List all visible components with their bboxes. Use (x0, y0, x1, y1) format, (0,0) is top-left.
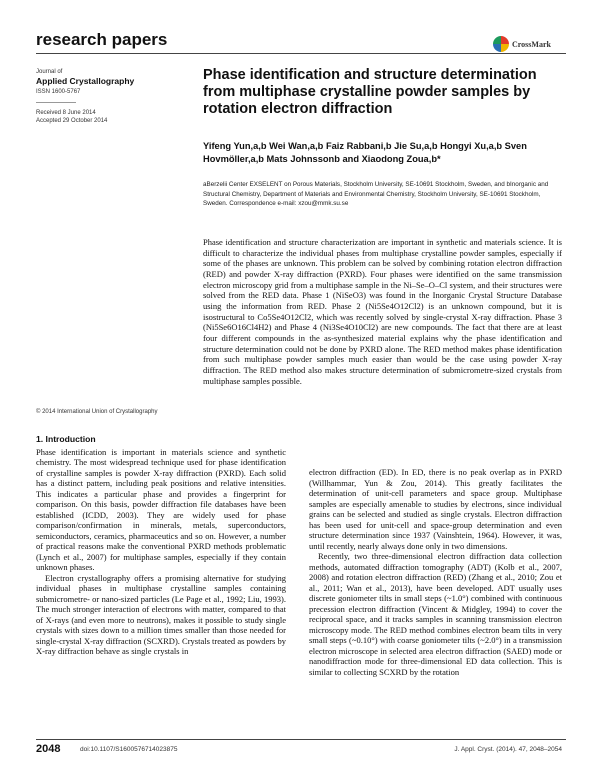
author-list: Yifeng Yun,a,b Wei Wan,a,b Faiz Rabbani,b Jie Su,a,b Hongyi Xu,a,b Sven Hovmöller,a,b Mats Johnssonb and Xiaodong Zoua,b* (203, 141, 527, 164)
section-heading-introduction: 1. Introduction (36, 434, 96, 444)
body-column-right (309, 467, 562, 677)
journal-reference: J. Appl. Cryst. (2014). 47, 2048–2054 (454, 746, 562, 753)
paragraph: electron diffraction (ED). In ED, there is no peak overlap as in PXRD (Willhammar, Yun & Zou, 2014). This greatly facilitates the determination of unit-cell parameters and space group. Multiphase samples are especially amenable to studies by electrons, since individual grains can be selected and studied as single crystals. Electron diffraction has been used for unit-cell and space-group determination and even structure determination since 1937 (Vainshtein, 1964). However, it was, until recently, nearly always done only in two dimensions. (309, 467, 562, 551)
paragraph: Recently, two three-dimensional electron diffraction data collection methods, automated diffraction tomography (ADT) (Kolb et al., 2007, 2008) and rotation electron diffraction (RED) (Zhang et al., 2010; Zou et al., 2011; Wan et al., 2013), have been developed. ADT usually uses discrete goniometer tilts in small steps (~1.0°) combined with continuous precession electron diffraction (Vincent & Midgley, 1994) to cover the reciprocal space, and it tracks samples in scanning transmission electron microscopy mode. The RED method combines electron beam tilts in very small steps (~0.10°) with coarse goniometer tilts (~2.0°) in a transmission electron microscope in selected area electron diffraction (SAED) mode or nanodiffraction mode for three-dimensional ED data collection. This is similar to collecting SCXRD by the rotation (309, 551, 562, 677)
article-title: Phase identification and structure determination from multiphase crystalline powder samples by rotation electron diffraction (203, 67, 537, 117)
doi-link[interactable]: doi:10.1107/S1600576714023875 (80, 746, 178, 753)
page-number: 2048 (36, 743, 61, 755)
body-column-left (36, 434, 286, 657)
crossmark-button[interactable] (493, 36, 551, 52)
sidebar-divider (36, 102, 76, 103)
copyright-notice: © 2014 International Union of Crystallography (36, 409, 158, 415)
abstract: Phase identification and structure characterization are important in synthetic and materials science. It is difficult to characterize the individual phases from multiphase crystalline powder samples, especially if some of the phases are unknown. This problem can be solved by combining rotation electron diffraction (RED) and powder X-ray diffraction (PXRD). Four phases were identified on the same transmission electron microscopy grid from a multiphase sample in the Ni–Se–O–Cl system, and their structures were solved from the RED data. Phase 1 (NiSeO3) was found in the Inorganic Crystal Structure Database using the information from RED. Phase 2 (Ni5Se4O12Cl2) is an unknown compound, but it is isostructural to Co5Se4O12Cl2, which was recently solved by single-crystal X-ray diffraction. Phase 3 (Ni5Se6O16Cl4H2) and Phase 4 (Ni3Se4O10Cl2) are new compounds. The fact that there are at least four different compounds in the as-synthesized material explains why the phase identification and structure determination could not be done by PXRD alone. The RED method makes phase identification from such multiphase powder samples much easier than would be the case using powder X-ray diffraction. The RED method also makes structure determination of submicrometre-sized crystals from multiphase samples possible. (203, 237, 562, 386)
journal-of-label: Journal of (36, 69, 63, 75)
received-date: Received 8 June 2014 (36, 109, 96, 116)
journal-name: Applied Crystallography (36, 76, 135, 87)
paragraph: Phase identification is important in materials science and synthetic chemistry. The most widespread technique used for phase identification of crystalline samples is powder X-ray diffraction (PXRD). Each solid has a distinct pattern, including peak positions and relative intensities. This indicates a particular phase and provides a fingerprint for comparison. On this basis, powder diffraction file databases have been established (ICDD, 2003). They are widely used for phase comparison/confirmation in minerals, metals, superconductors, semiconductors, ceramics, pharmaceutics and so on. However, a number of practical reasons make the conventional PXRD methods problematic (Lynch et al., 2007) for multiphase samples, especially if they contain unknown phases. (36, 446, 286, 572)
section-header: research papers (36, 30, 168, 49)
accepted-date: Accepted 29 October 2014 (36, 118, 108, 125)
crossmark-label: CrossMark (512, 39, 551, 49)
crossmark-icon (493, 36, 509, 52)
header-rule (36, 53, 566, 54)
issn: ISSN 1600-5767 (36, 88, 81, 95)
affiliations: aBerzelii Center EXSELENT on Porous Materials, Stockholm University, SE-10691 Stockholm, Sweden, and bInorganic and Structural Chemistry, Department of Materials and Environmental Chemistry, Stockholm University, SE-10691 Stockholm, Sweden. Correspondence e-mail: xzou@mmk.su.se (203, 181, 549, 208)
paragraph: Electron crystallography offers a promising alternative for studying individual phases in multiphase crystalline samples containing submicrometre- or nano-sized particles (Le Page et al., 1992; Liu, 1993). The much stronger interaction of electrons with matter, compared to that of X-rays (and even more to neutrons), makes it possible to study single crystals with sizes down to a million times smaller than those needed for single-crystal X-ray diffraction (SCXRD). Crystals treated as powders by X-ray diffraction behave as single crystals in (36, 572, 286, 656)
journal-sidebar (36, 68, 161, 125)
footer-rule (36, 739, 566, 740)
